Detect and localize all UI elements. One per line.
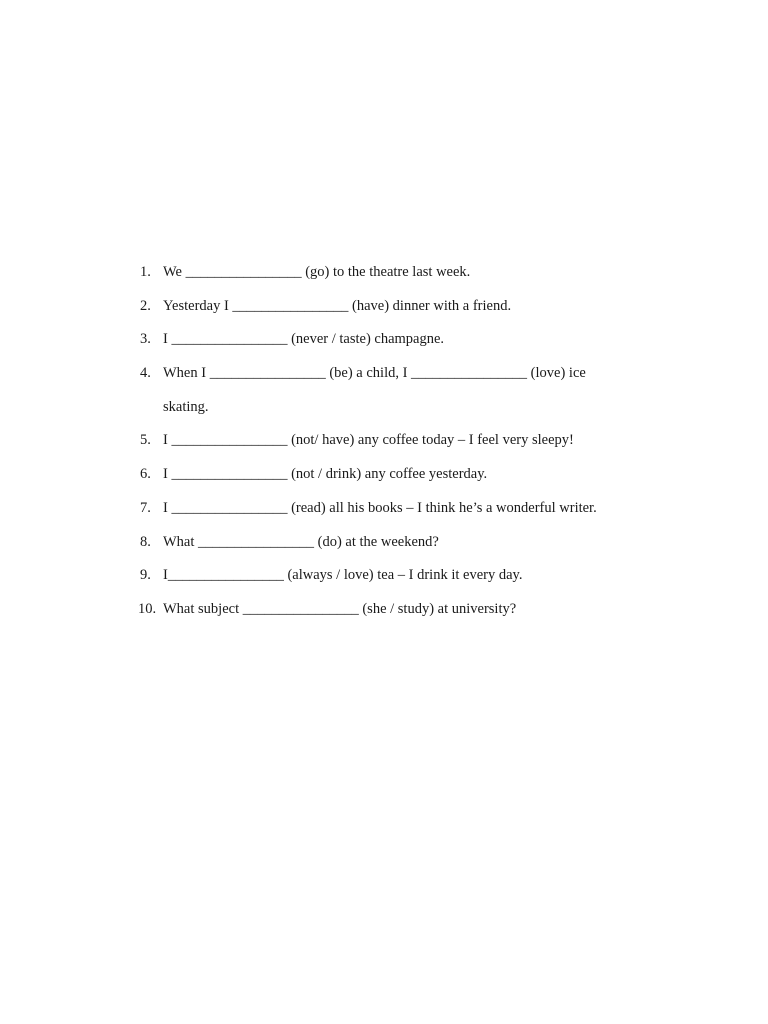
item-number: 8.: [140, 533, 151, 550]
exercise-item-10: [136, 601, 656, 618]
exercise-item-7: [136, 500, 656, 517]
item-number: 2.: [140, 297, 151, 314]
item-text: I ________________ (read) all his books – I think he’s a wonderful writer.: [163, 499, 597, 516]
item-text: I ________________ (not/ have) any coffee today – I feel very sleepy!: [163, 432, 574, 449]
exercise-item-3: [136, 331, 656, 348]
item-text: What ________________ (do) at the weekend?: [163, 533, 439, 550]
item-number: 5.: [140, 432, 151, 449]
item-text: I ________________ (never / taste) champagne.: [163, 331, 445, 348]
item-text: I________________ (always / love) tea – I drink it every day.: [163, 567, 523, 584]
exercise-item-6: [136, 466, 656, 483]
item-number: 3.: [140, 331, 151, 348]
item-number: 7.: [140, 499, 151, 516]
exercise-list: [136, 264, 656, 635]
item-number: 4.: [140, 365, 151, 382]
exercise-item-2: [136, 298, 656, 315]
exercise-item-5: [136, 432, 656, 449]
item-text: What subject ________________ (she / study) at university?: [163, 600, 517, 617]
exercise-item-8: [136, 534, 656, 551]
item-text: We ________________ (go) to the theatre last week.: [163, 264, 471, 280]
exercise-item-4: [136, 365, 656, 416]
item-number: 9.: [140, 567, 151, 584]
item-number: 1.: [140, 264, 151, 280]
item-number: 10.: [138, 600, 157, 617]
item-text: Yesterday I ________________ (have) dinner with a friend.: [163, 297, 512, 314]
item-text: When I ________________ (be) a child, I ________________ (love) ice: [163, 365, 586, 382]
exercise-item-9: [136, 567, 656, 584]
exercise-item-1: [136, 264, 656, 281]
item-number: 6.: [140, 466, 151, 483]
item-text-continuation: skating.: [163, 398, 209, 415]
item-text: I ________________ (not / drink) any coffee yesterday.: [163, 466, 488, 483]
